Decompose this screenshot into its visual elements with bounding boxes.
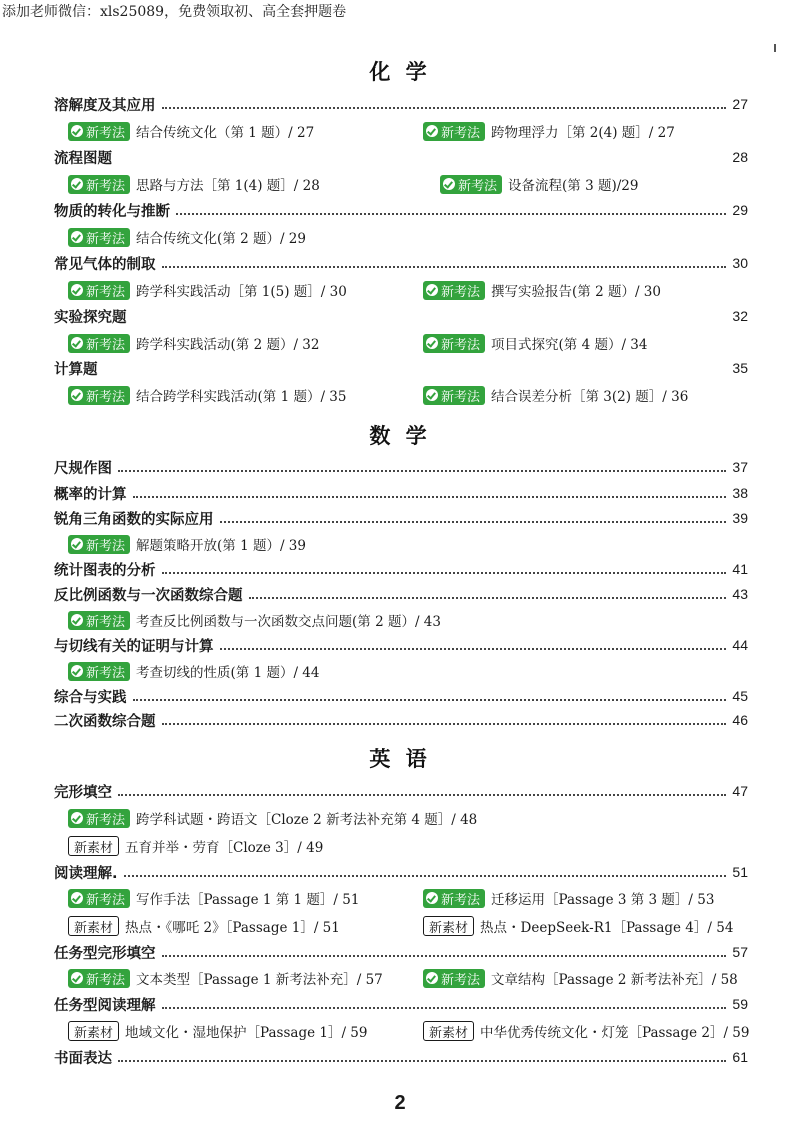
sub-entry-text: 结合误差分析［第 3(2) 题］/ 36 <box>491 389 689 405</box>
section-title-math: 数 学 <box>369 423 431 448</box>
new-method-tag: 新考法 <box>68 281 130 300</box>
dot-leader <box>249 597 727 599</box>
sub-entry[interactable] <box>440 173 638 195</box>
sub-entry-row <box>68 1020 768 1042</box>
entry-page: 28 <box>732 149 748 165</box>
entry-page: 46 <box>732 712 748 728</box>
check-icon <box>71 665 83 677</box>
new-method-tag: 新考法 <box>423 889 485 908</box>
new-method-tag: 新考法 <box>423 122 485 141</box>
section-title-english: 英 语 <box>369 746 431 771</box>
new-material-tag: 新素材 <box>68 836 119 856</box>
sub-entry-row <box>68 120 768 142</box>
check-icon <box>71 538 83 550</box>
sub-entry[interactable] <box>423 1020 749 1042</box>
sub-entry[interactable] <box>423 967 738 989</box>
sub-entry-row <box>68 887 768 909</box>
entry-page: 43 <box>732 586 748 602</box>
dot-leader <box>118 1060 726 1062</box>
section-title-chemistry: 化 学 <box>369 59 431 84</box>
watermark-text: 添加老师微信：xls25089，免费领取初、高全套押题卷 <box>2 4 347 20</box>
sub-entry-text: 结合跨学科实践活动(第 1 题）/ 35 <box>136 389 347 405</box>
toc-entry[interactable] <box>54 456 748 478</box>
sub-entry-text: 写作手法［Passage 1 第 1 题］/ 51 <box>136 892 360 908</box>
sub-entry-text: 撰写实验报告(第 2 题）/ 30 <box>491 284 661 300</box>
check-icon <box>71 972 83 984</box>
entry-page: 47 <box>732 783 748 799</box>
sub-entry[interactable] <box>423 384 688 406</box>
sub-entry-text: 跨学科实践活动［第 1(5) 题］/ 30 <box>136 284 347 300</box>
sub-entry[interactable] <box>423 887 714 909</box>
check-icon <box>71 812 83 824</box>
toc-entry[interactable] <box>54 357 748 379</box>
new-method-tag: 新考法 <box>440 175 502 194</box>
check-icon <box>71 337 83 349</box>
entry-title: 任务型完形填空 <box>54 945 156 962</box>
sub-entry-row <box>68 967 768 989</box>
toc-entry[interactable] <box>54 1046 748 1068</box>
entry-title: 与切线有关的证明与计算 <box>54 638 214 655</box>
toc-entry[interactable] <box>54 780 748 802</box>
entry-title: 常见气体的制取 <box>54 256 156 273</box>
sub-entry-row <box>68 807 768 829</box>
new-method-tag: 新考法 <box>423 969 485 988</box>
entry-page: 41 <box>732 561 748 577</box>
toc-entry[interactable] <box>54 583 748 605</box>
sub-entry[interactable] <box>68 915 340 937</box>
sub-entry[interactable] <box>68 384 346 406</box>
check-icon <box>71 125 83 137</box>
page-number: 2 <box>394 1092 406 1114</box>
entry-page: 32 <box>732 308 748 324</box>
sub-entry[interactable] <box>423 915 733 937</box>
new-method-tag: 新考法 <box>68 809 130 828</box>
sub-entry[interactable] <box>68 660 319 682</box>
new-material-tag: 新素材 <box>423 1021 474 1041</box>
check-icon <box>426 389 438 401</box>
entry-page: 39 <box>732 510 748 526</box>
check-icon <box>71 178 83 190</box>
sub-entry[interactable] <box>68 226 306 248</box>
entry-title: 统计图表的分析 <box>54 562 156 579</box>
sub-entry[interactable] <box>68 967 383 989</box>
check-icon <box>71 231 83 243</box>
entry-title: 物质的转化与推断 <box>54 203 170 220</box>
check-icon <box>71 389 83 401</box>
sub-entry[interactable] <box>68 279 347 301</box>
new-method-tag: 新考法 <box>68 175 130 194</box>
entry-title: 尺规作图 <box>54 460 112 477</box>
sub-entry[interactable] <box>423 120 675 142</box>
entry-title: 流程图题 <box>54 150 112 167</box>
dot-leader <box>162 723 727 725</box>
sub-entry-text: 项目式探究(第 4 题）/ 34 <box>491 337 648 353</box>
entry-title: 概率的计算 <box>54 486 127 503</box>
check-icon <box>71 892 83 904</box>
entry-title: 综合与实践 <box>54 689 127 706</box>
check-icon <box>443 178 455 190</box>
dot-leader <box>176 213 726 215</box>
toc-entry[interactable] <box>54 482 748 504</box>
entry-page: 37 <box>732 459 748 475</box>
entry-title: 实验探究题 <box>54 309 127 326</box>
sub-entry-row <box>68 226 768 248</box>
sub-entry-text: 跨学科试题・跨语文［Cloze 2 新考法补充第 4 题］/ 48 <box>136 812 478 828</box>
toc-entry[interactable] <box>54 993 748 1015</box>
entry-page: 38 <box>732 485 748 501</box>
new-material-tag: 新素材 <box>68 1021 119 1041</box>
dot-leader <box>220 648 727 650</box>
new-method-tag: 新考法 <box>68 889 130 908</box>
sub-entry[interactable] <box>423 279 661 301</box>
entry-title: 反比例函数与一次函数综合题 <box>54 587 243 604</box>
sub-entry-text: 跨物理浮力［第 2(4) 题］/ 27 <box>491 125 675 141</box>
sub-entry-text: 文章结构［Passage 2 新考法补充］/ 58 <box>491 972 738 988</box>
sub-entry-text: 结合传统文化（第 1 题）/ 27 <box>136 125 315 141</box>
sub-entry[interactable] <box>68 1020 367 1042</box>
new-method-tag: 新考法 <box>68 122 130 141</box>
sub-entry-text: 地域文化・湿地保护［Passage 1］/ 59 <box>125 1025 368 1041</box>
dot-leader <box>133 496 727 498</box>
entry-title: 书面表达 <box>54 1050 112 1067</box>
sub-entry-row <box>68 660 768 682</box>
check-icon <box>71 614 83 626</box>
sub-entry[interactable] <box>68 120 314 142</box>
sub-entry-text: 五育并举・劳育［Cloze 3］/ 49 <box>125 840 324 856</box>
new-method-tag: 新考法 <box>68 535 130 554</box>
sub-entry-row <box>68 533 768 555</box>
dot-leader <box>133 699 727 701</box>
dot-leader <box>162 266 727 268</box>
sub-entry-text: 中华优秀传统文化・灯笼［Passage 2］/ 59 <box>480 1025 750 1041</box>
sub-entry[interactable] <box>68 807 477 829</box>
toc-entry[interactable] <box>54 305 748 327</box>
toc-entry[interactable] <box>54 199 748 221</box>
sub-entry-row <box>68 332 768 354</box>
sub-entry-text: 考查反比例函数与一次函数交点问题(第 2 题）/ 43 <box>136 614 441 630</box>
dot-leader <box>118 470 726 472</box>
entry-page: 27 <box>732 96 748 112</box>
entry-title: 完形填空 <box>54 784 112 801</box>
sub-entry-text: 结合传统文化(第 2 题）/ 29 <box>136 231 306 247</box>
sub-entry-row <box>68 279 768 301</box>
toc-entry[interactable] <box>54 252 748 274</box>
sub-entry-row <box>68 609 768 631</box>
sub-entry-text: 文本类型［Passage 1 新考法补充］/ 57 <box>136 972 383 988</box>
entry-page: 57 <box>732 944 748 960</box>
entry-page: 45 <box>732 688 748 704</box>
dot-leader <box>162 107 727 109</box>
new-method-tag: 新考法 <box>68 228 130 247</box>
sub-entry-text: 跨学科实践活动(第 2 题）/ 32 <box>136 337 320 353</box>
entry-title: 阅读理解. <box>54 865 118 882</box>
entry-page: 30 <box>732 255 748 271</box>
corner-mark <box>774 44 776 52</box>
sub-entry-text: 解题策略开放(第 1 题）/ 39 <box>136 538 306 554</box>
toc-entry[interactable] <box>54 93 748 115</box>
check-icon <box>426 972 438 984</box>
sub-entry[interactable] <box>423 332 647 354</box>
toc-entry[interactable] <box>54 709 748 731</box>
entry-page: 44 <box>732 637 748 653</box>
entry-title: 溶解度及其应用 <box>54 97 156 114</box>
new-method-tag: 新考法 <box>423 386 485 405</box>
new-method-tag: 新考法 <box>423 281 485 300</box>
entry-page: 29 <box>732 202 748 218</box>
check-icon <box>426 892 438 904</box>
dot-leader <box>162 955 727 957</box>
new-method-tag: 新考法 <box>423 334 485 353</box>
sub-entry-text: 热点・DeepSeek-R1［Passage 4］/ 54 <box>480 920 734 936</box>
new-method-tag: 新考法 <box>68 969 130 988</box>
new-method-tag: 新考法 <box>68 386 130 405</box>
entry-title: 二次函数综合题 <box>54 713 156 730</box>
dot-leader <box>118 794 726 796</box>
entry-page: 61 <box>732 1049 748 1065</box>
sub-entry-text: 热点・《哪吒 2》［Passage 1］/ 51 <box>125 920 340 936</box>
entry-page: 35 <box>732 360 748 376</box>
check-icon <box>71 284 83 296</box>
sub-entry[interactable] <box>68 887 359 909</box>
sub-entry-text: 设备流程(第 3 题)/29 <box>508 178 639 194</box>
toc-entry[interactable] <box>54 507 748 529</box>
entry-page: 51 <box>732 864 748 880</box>
toc-entry[interactable] <box>54 146 748 168</box>
entry-title: 计算题 <box>54 361 98 378</box>
sub-entry[interactable] <box>68 332 319 354</box>
sub-entry-row <box>68 173 768 195</box>
toc-entry[interactable] <box>54 558 748 580</box>
check-icon <box>426 284 438 296</box>
sub-entry-text: 思路与方法［第 1(4) 题］/ 28 <box>136 178 320 194</box>
sub-entry[interactable] <box>68 835 323 857</box>
toc-entry[interactable] <box>54 861 748 883</box>
entry-title: 任务型阅读理解 <box>54 997 156 1014</box>
sub-entry[interactable] <box>68 609 441 631</box>
sub-entry-text: 考查切线的性质(第 1 题）/ 44 <box>136 665 320 681</box>
entry-title: 锐角三角函数的实际应用 <box>54 511 214 528</box>
sub-entry-row <box>68 915 768 937</box>
toc-entry[interactable] <box>54 685 748 707</box>
new-method-tag: 新考法 <box>68 334 130 353</box>
sub-entry-row <box>68 835 768 857</box>
dot-leader <box>124 875 727 877</box>
toc-entry[interactable] <box>54 634 748 656</box>
dot-leader <box>162 572 727 574</box>
new-method-tag: 新考法 <box>68 662 130 681</box>
check-icon <box>426 125 438 137</box>
dot-leader <box>162 1007 727 1009</box>
new-material-tag: 新素材 <box>68 916 119 936</box>
new-material-tag: 新素材 <box>423 916 474 936</box>
entry-page: 59 <box>732 996 748 1012</box>
toc-entry[interactable] <box>54 941 748 963</box>
dot-leader <box>220 521 727 523</box>
sub-entry[interactable] <box>68 533 306 555</box>
sub-entry-row <box>68 384 768 406</box>
sub-entry-text: 迁移运用［Passage 3 第 3 题］/ 53 <box>491 892 715 908</box>
new-method-tag: 新考法 <box>68 611 130 630</box>
sub-entry[interactable] <box>68 173 320 195</box>
check-icon <box>426 337 438 349</box>
